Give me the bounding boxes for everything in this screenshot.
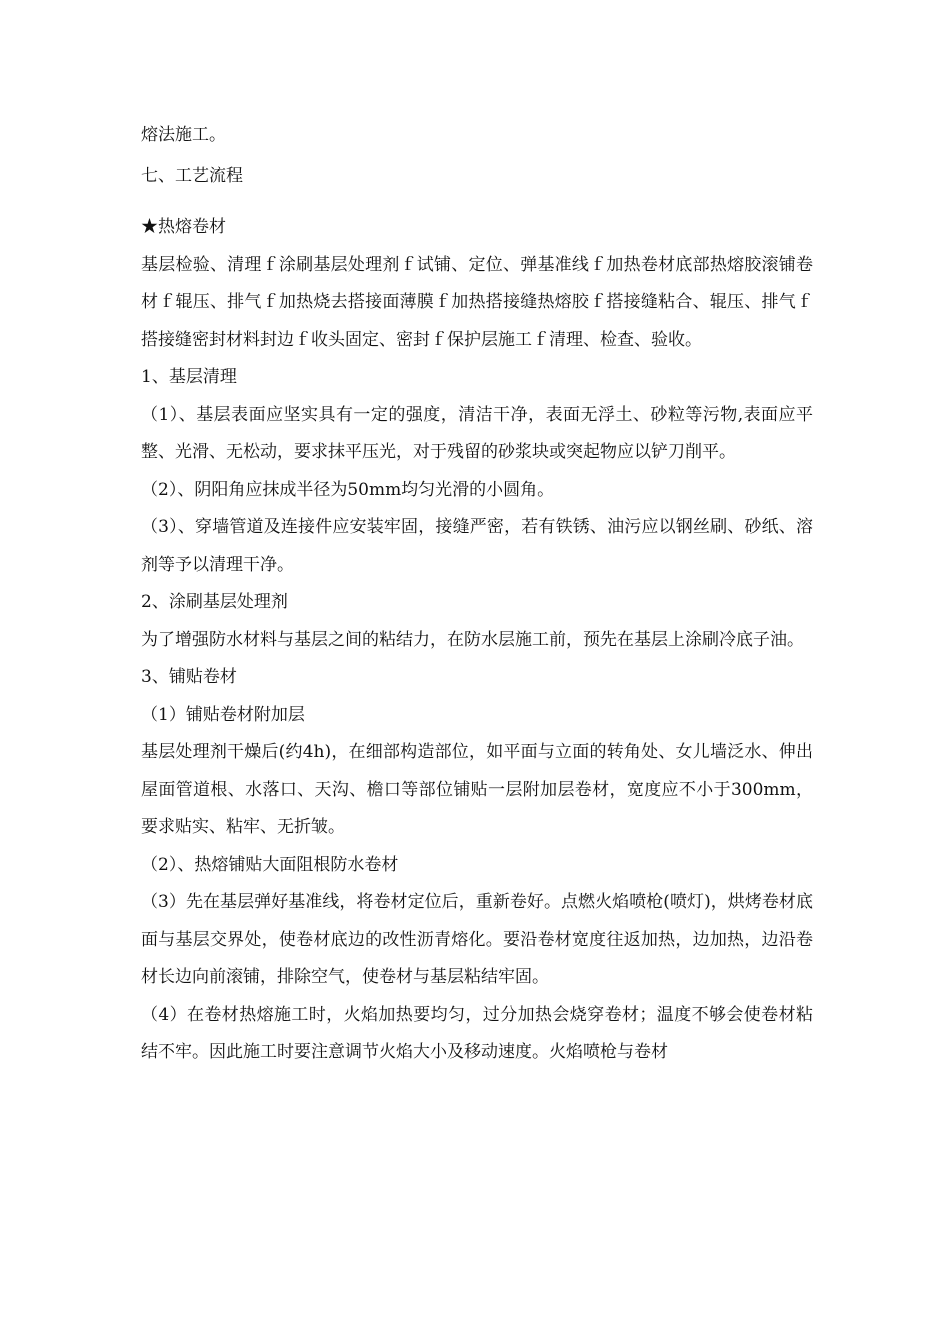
heading-membrane-laying: 3、铺贴卷材 — [141, 667, 237, 687]
paragraph-continuation: 熔法施工。 — [141, 125, 226, 145]
heading-primer-coating: 2、涂刷基层处理剂 — [141, 592, 288, 612]
paragraph-additional-layer: 基层处理剂干燥后(约4h)，在细部构造部位，如平面与立面的转角处、女儿墙泛水、伸出屋面管道根、水落口、天沟、檐口等部位铺贴一层附加层卷材，宽度应不小于300mm，要求贴实、粘牢、无折皱。 — [141, 742, 813, 837]
paragraph-heating-notes: （4）在卷材热熔施工时，火焰加热要均匀，过分加热会烧穿卷材；温度不够会使卷材粘结不牢。因此施工时要注意调节火焰大小及移动速度。火焰喷枪与卷材 — [141, 1004, 813, 1062]
paragraph-primer: 为了增强防水材料与基层之间的粘结力，在防水层施工前，预先在基层上涂刷冷底子油。 — [141, 629, 804, 650]
paragraph-cleaning-item-3: （3）、穿墙管道及连接件应安装牢固，接缝严密，若有铁锈、油污应以钢丝刷、砂纸、溶剂等予以清理干净。 — [141, 517, 813, 575]
paragraph-cleaning-item-2: （2）、阴阳角应抹成半径为50mm均匀光滑的小圆角。 — [141, 479, 555, 500]
paragraph-large-area-laying: （2）、热熔铺贴大面阻根防水卷材 — [141, 854, 399, 875]
subheading-hot-melt-membrane: ★热熔卷材 — [141, 217, 226, 237]
document-body — [141, 117, 813, 1072]
paragraph-process-steps: 基层检验、清理ｆ涂刷基层处理剂ｆ试铺、定位、弹基准线ｆ加热卷材底部热熔胶滚铺卷材ｆ辊压、排气ｆ加热烧去搭接面薄膜ｆ加热搭接缝热熔胶ｆ搭接缝粘合、辊压、排气ｆ搭接缝密封材料封边ｆ收头固定、密封ｆ保护层施工ｆ清理、检查、验收。 — [141, 254, 813, 350]
paragraph-baseline-laying: （3）先在基层弹好基准线，将卷材定位后，重新卷好。点燃火焰喷枪(喷灯)，烘烤卷材底面与基层交界处，使卷材底边的改性沥青熔化。要沿卷材宽度往返加热，边加热，边沿卷材长边向前滚铺，排除空气，使卷材与基层粘结牢固。 — [141, 892, 813, 987]
paragraph-additional-layer-title: （1）铺贴卷材附加层 — [141, 704, 305, 725]
heading-base-cleaning: 1、基层清理 — [141, 367, 237, 387]
paragraph-cleaning-item-1: （1）、基层表面应坚实具有一定的强度，清洁干净，表面无浮土、砂粒等污物,表面应平整、光滑、无松动，要求抹平压光，对于残留的砂浆块或突起物应以铲刀削平。 — [141, 404, 813, 462]
section-heading-process-flow: 七、工艺流程 — [141, 165, 243, 186]
